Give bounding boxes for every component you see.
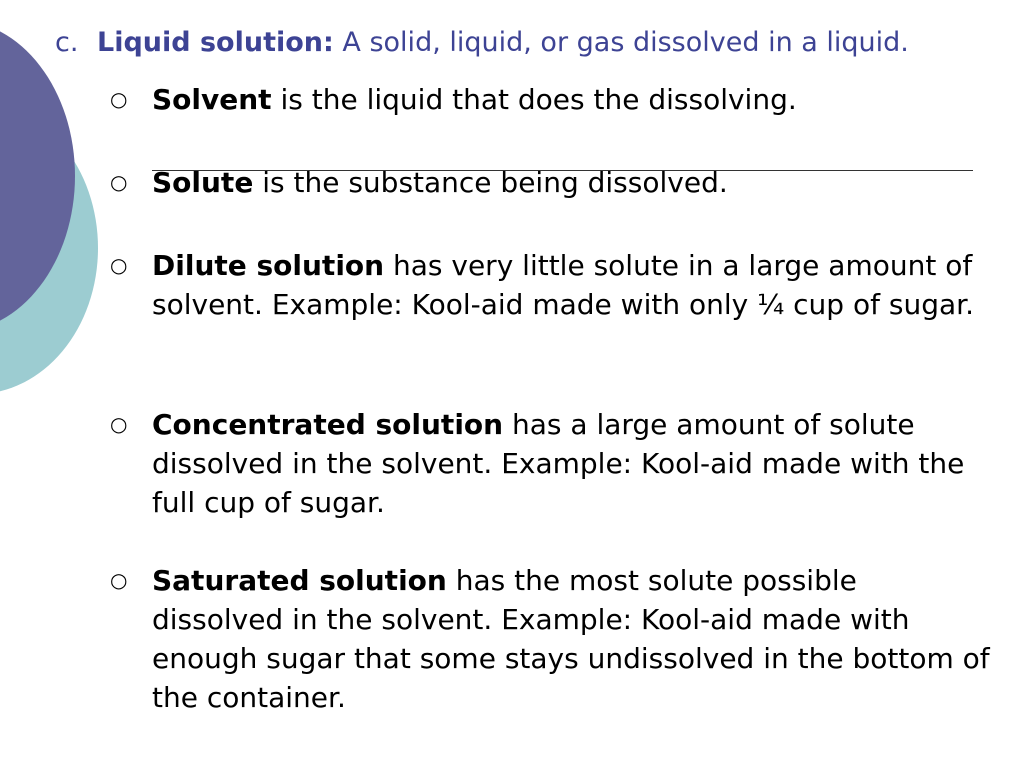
bullet-term: Dilute solution: [152, 249, 385, 282]
bullet-description: has very little solute in a large amount of solvent. Example: Kool-aid made with only ¼ cup of sugar.: [152, 249, 974, 321]
circle-bullet-icon: ○: [110, 568, 128, 592]
circle-bullet-icon: ○: [110, 253, 128, 277]
bullet-description: has a large amount of solute dissolved in the solvent. Example: Kool-aid made with the full cup of sugar.: [152, 408, 965, 519]
heading-term: Liquid solution:: [97, 27, 334, 58]
bullet-text: [152, 405, 990, 522]
bullet-term: Solvent: [152, 83, 272, 116]
bullet-solute: [110, 163, 990, 202]
heading-definition: A solid, liquid, or gas dissolved in a liquid.: [342, 27, 909, 58]
bullet-description: is the substance being dissolved.: [253, 166, 728, 199]
bullet-saturated-solution: [110, 561, 990, 717]
circle-bullet-icon: ○: [110, 87, 128, 111]
bullet-description: is the liquid that does the dissolving.: [271, 83, 797, 116]
bullet-text: [152, 163, 990, 202]
heading-letter: c.: [55, 27, 79, 58]
bullet-text: [152, 80, 990, 119]
bullet-term: Saturated solution: [152, 564, 447, 597]
bullet-dilute-solution: [110, 246, 990, 324]
bullet-text: [152, 561, 990, 717]
bullet-text: [152, 246, 990, 324]
bullet-concentrated-solution: [110, 405, 990, 522]
bullet-solvent: [110, 80, 990, 119]
circle-bullet-icon: ○: [110, 412, 128, 436]
slide-heading: [55, 26, 1020, 60]
circle-bullet-icon: ○: [110, 170, 128, 194]
bullet-term: Solute: [152, 166, 254, 199]
bullet-description: has the most solute possible dissolved in the solvent. Example: Kool-aid made with enough sugar that some stays undissolved in the bottom of the container.: [152, 564, 990, 714]
bullet-term: Concentrated solution: [152, 408, 504, 441]
